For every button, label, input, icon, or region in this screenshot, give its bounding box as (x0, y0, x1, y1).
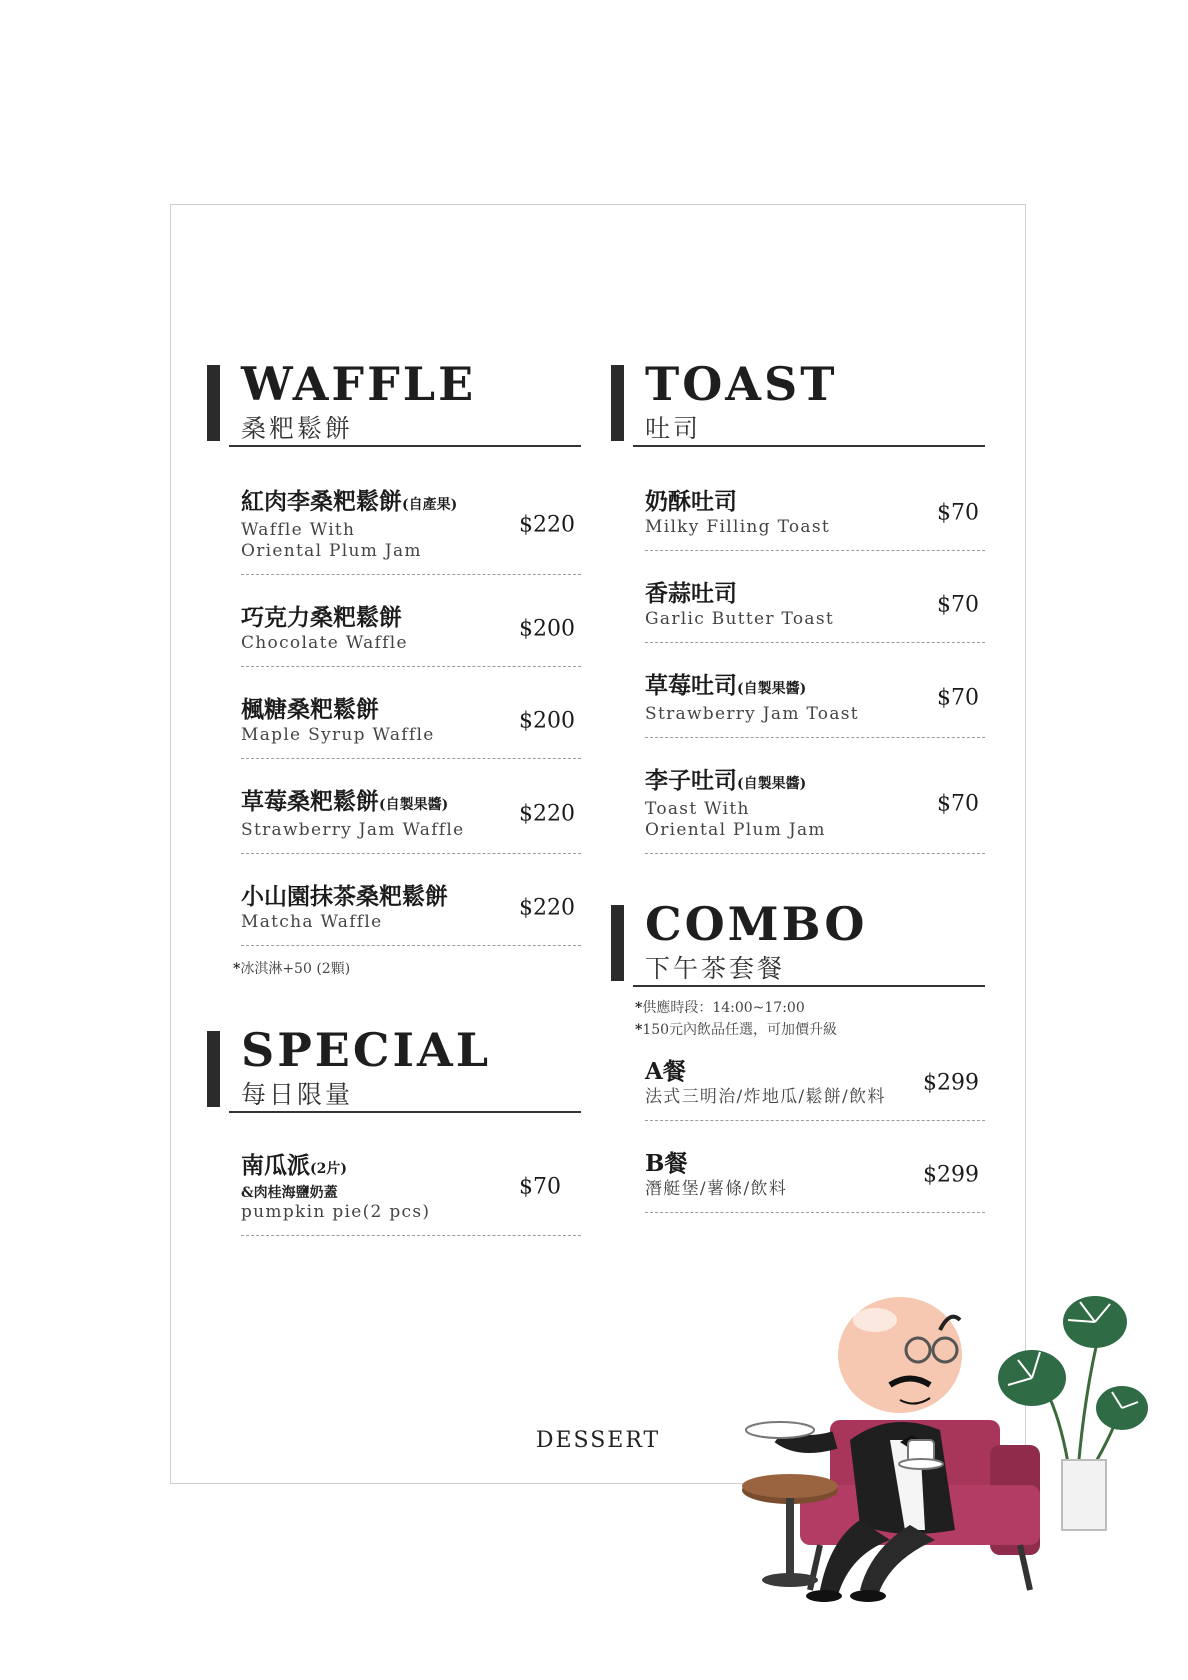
item-name-zh: 草莓桑粑鬆餅 (241, 788, 379, 815)
section-subtitle: 桑粑鬆餅 (241, 414, 354, 443)
item-name-zh: 小山園抹茶桑粑鬆餅 (241, 883, 448, 910)
combo-note: *供應時段：14:00~17:00 (635, 1000, 805, 1016)
section-subtitle: 每日限量 (241, 1080, 354, 1109)
special-list (241, 1151, 581, 1264)
menu-item (645, 766, 985, 854)
item-name-en: Strawberry Jam Waffle (241, 820, 465, 840)
item-price: $70 (937, 592, 979, 617)
note-text: 150元內飲品任選，可加價升級 (642, 1022, 838, 1038)
item-price: $70 (937, 500, 979, 525)
item-name-zh: 草莓吐司 (645, 672, 737, 699)
item-price: $70 (937, 685, 979, 711)
menu-item (241, 487, 581, 575)
menu-item (241, 787, 581, 854)
section-subtitle: 吐司 (645, 414, 702, 443)
menu-item (645, 1149, 985, 1213)
item-name-zh: 紅肉李桑粑鬆餅 (241, 488, 402, 515)
section-accent-bar (207, 1031, 220, 1107)
combo-list (635, 997, 985, 1241)
section-divider (229, 445, 581, 447)
item-price: $70 (519, 1174, 561, 1200)
item-name-en: Strawberry Jam Toast (645, 704, 859, 724)
waffle-list (233, 487, 581, 980)
menu-item (241, 695, 581, 759)
item-name-zh: 香蒜吐司 (645, 580, 737, 607)
item-name-zh: 巧克力桑粑鬆餅 (241, 604, 402, 631)
waffle-footnote: *冰淇淋+50 (2顆) (233, 961, 351, 977)
section-accent-bar (207, 365, 220, 441)
item-name-zh: 奶酥吐司 (645, 488, 737, 515)
item-price: $299 (923, 1162, 979, 1187)
menu-item (645, 487, 985, 551)
item-note: (自製果醬) (379, 797, 449, 813)
item-price: $200 (519, 708, 575, 733)
menu-item (241, 882, 581, 946)
item-desc: 潛艇堡/薯條/飲料 (645, 1179, 788, 1199)
item-price: $70 (937, 791, 979, 816)
section-subtitle: 下午茶套餐 (645, 954, 786, 983)
item-desc: 法式三明治/炸地瓜/鬆餅/飲料 (645, 1087, 886, 1107)
item-price: $220 (519, 895, 575, 920)
item-name-en: Chocolate Waffle (241, 633, 408, 653)
item-name-zh: B餐 (645, 1150, 688, 1177)
item-price: $220 (519, 801, 575, 827)
item-name-en: Milky Filling Toast (645, 517, 831, 537)
section-accent-bar (611, 905, 624, 981)
item-note: (自製果醬) (737, 776, 807, 792)
menu-item (241, 1151, 581, 1236)
item-name-zh: 楓糖桑粑鬆餅 (241, 696, 379, 723)
menu-item (241, 603, 581, 667)
gentleman-illustration (740, 1290, 1160, 1620)
item-price: $220 (519, 512, 575, 537)
gentleman-figure (746, 1297, 962, 1602)
menu-item (645, 671, 985, 738)
item-note: (2片) (310, 1161, 347, 1177)
item-extra: &肉桂海鹽奶蓋 (241, 1185, 338, 1201)
footer-label: DESSERT (535, 1428, 661, 1453)
section-title: TOAST (645, 357, 838, 411)
section-divider (633, 985, 985, 987)
section-accent-bar (611, 365, 624, 441)
section-divider (633, 445, 985, 447)
note-text: 供應時段：14:00~17:00 (642, 1000, 805, 1016)
combo-note: *150元內飲品任選，可加價升級 (635, 1022, 838, 1038)
item-name-en: Matcha Waffle (241, 912, 383, 932)
toast-list (645, 487, 985, 882)
section-divider (229, 1111, 581, 1113)
section-title: SPECIAL (241, 1023, 492, 1077)
item-name-en: Garlic Butter Toast (645, 609, 834, 629)
item-name-en: Maple Syrup Waffle (241, 725, 435, 745)
item-name-en: Toast With Oriental Plum Jam (645, 799, 826, 840)
section-title: WAFFLE (241, 357, 477, 411)
item-name-zh: 南瓜派 (241, 1152, 310, 1179)
menu-item (645, 1057, 985, 1121)
footnote-text: 冰淇淋+50 (2顆) (240, 961, 351, 977)
item-note: (自製果醬) (737, 681, 807, 697)
item-price: $200 (519, 616, 575, 641)
menu-item (645, 579, 985, 643)
section-title: COMBO (645, 897, 868, 951)
item-price: $299 (923, 1070, 979, 1095)
item-name-zh: A餐 (645, 1058, 686, 1085)
item-note: (自產果) (402, 497, 458, 513)
item-name-zh: 李子吐司 (645, 767, 737, 794)
item-name-en: Waffle With Oriental Plum Jam (241, 520, 422, 561)
item-name-en: pumpkin pie(2 pcs) (241, 1202, 431, 1222)
